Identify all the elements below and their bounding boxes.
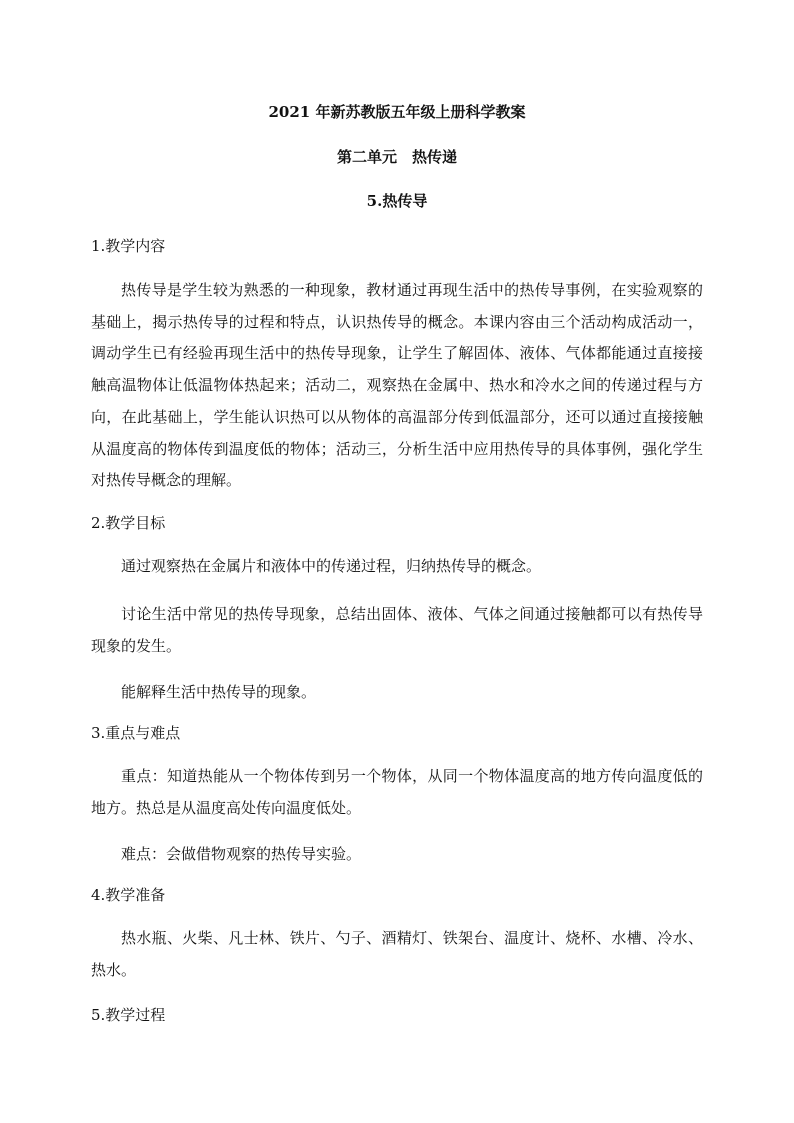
section-heading-objectives: 2.教学目标	[91, 514, 166, 532]
preparation-paragraph: 热水瓶、火柴、凡士林、铁片、勺子、酒精灯、铁架台、温度计、烧杯、水槽、冷水、热水。	[91, 929, 703, 979]
objective-paragraph-2: 讨论生活中常见的热传导现象，总结出固体、液体、气体之间通过接触都可以有热传导现象的发生。	[91, 605, 703, 655]
objective-paragraph-3: 能解释生活中热传导的现象。	[121, 683, 317, 701]
lesson-title: 5.热传导	[366, 192, 428, 210]
key-point-paragraph: 重点：知道热能从一个物体传到另一个物体，从同一个物体温度高的地方传向温度低的地方。热总是从温度高处传向温度低处。	[91, 767, 703, 817]
section-heading-key-points: 3.重点与难点	[91, 724, 181, 742]
section-heading-preparation: 4.教学准备	[91, 886, 166, 904]
section-heading-process: 5.教学过程	[91, 1006, 166, 1024]
unit-title: 第二单元 热传递	[336, 148, 457, 166]
difficulty-paragraph: 难点：会做借物观察的热传导实验。	[121, 845, 362, 863]
section-heading-content: 1.教学内容	[91, 237, 166, 255]
objective-paragraph-1: 通过观察热在金属片和液体中的传递过程，归纳热传导的概念。	[121, 557, 542, 575]
content-paragraph: 热传导是学生较为熟悉的一种现象，教材通过再现生活中的热传导事例，在实验观察的基础上，揭示热传导的过程和特点，认识热传导的概念。本课内容由三个活动构成活动一，调动学生已有经验再现生活中的热传导现象，让学生了解固体、液体、气体都能通过直接接触高温物体让低温物体热起来；活动二，观察热在金属中、热水和冷水之间的传递过程与方向，在此基础上，学生能认识热可以从物体的高温部分传到低温部分，还可以通过直接接触从温度高的物体传到温度低的物体；活动三，分析生活中应用热传导的具体事例，强化学生对热传导概念的理解。	[91, 281, 703, 490]
document-title: 2021 年新苏教版五年级上册科学教案	[268, 103, 526, 121]
